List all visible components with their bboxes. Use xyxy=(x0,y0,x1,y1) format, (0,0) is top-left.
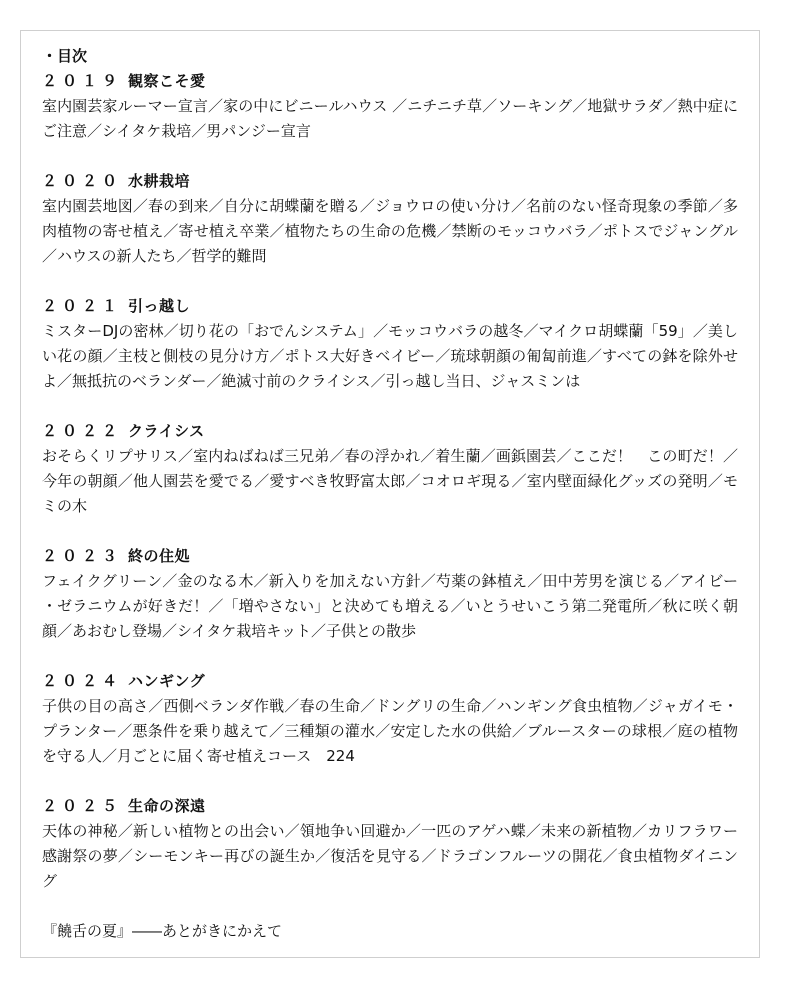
section-title: 引っ越し xyxy=(128,297,191,315)
section-2025 xyxy=(42,794,738,894)
section-entries: フェイクグリーン／金のなる木／新入りを加えない方針／芍薬の鉢植え／田中芳男を演じる／アイビー・ゼラニウムが好きだ！／「増やさない」と決めても増える／いとうせいこう第二発電所／秋に咲く朝顔／あおむし登場／シイタケ栽培キット／子供との散歩 xyxy=(42,572,738,640)
table-of-contents xyxy=(42,44,738,944)
afterword: 『饒舌の夏』――あとがきにかえて xyxy=(42,922,283,940)
spacer xyxy=(42,519,738,544)
section-year: ２０２１ xyxy=(42,297,123,315)
section-heading xyxy=(42,294,738,319)
section-year: ２０２０ xyxy=(42,172,123,190)
section-entries: 室内園芸地図／春の到来／自分に胡蝶蘭を贈る／ジョウロの使い分け／名前のない怪奇現象の季節／多肉植物の寄せ植え／寄せ植え卒業／植物たちの生命の危機／禁断のモッコウバラ／ポトスでジャングル／ハウスの新人たち／哲学的難問 xyxy=(42,197,738,265)
section-2023 xyxy=(42,544,738,644)
section-title: 生命の深遠 xyxy=(128,797,206,815)
spacer xyxy=(42,644,738,669)
section-title: 終の住処 xyxy=(128,547,191,565)
section-entries: ミスターDJの密林／切り花の「おでんシステム」／モッコウバラの越冬／マイクロ胡蝶蘭「59」／美しい花の顔／主枝と側枝の見分け方／ポトス大好きベイビー／琉球朝顔の匍匐前進／すべての鉢を除外せよ／無抵抗のベランダー／絶滅寸前のクライシス／引っ越し当日、ジャスミンは xyxy=(42,322,738,390)
section-year: ２０２４ xyxy=(42,672,123,690)
section-heading xyxy=(42,544,738,569)
spacer xyxy=(42,269,738,294)
spacer xyxy=(42,394,738,419)
section-heading xyxy=(42,419,738,444)
section-entries: 子供の目の高さ／西側ベランダ作戦／春の生命／ドングリの生命／ハンギング食虫植物／ジャガイモ・プランター／悪条件を乗り越えて／三種類の灌水／安定した水の供給／ブルースターの球根／庭の植物を守る人／月ごとに届く寄せ植えコース 224 xyxy=(42,697,738,765)
section-year: ２０２３ xyxy=(42,547,123,565)
section-title: 観察こそ愛 xyxy=(128,72,206,90)
spacer xyxy=(42,769,738,794)
section-year: ２０２５ xyxy=(42,797,123,815)
section-title: クライシス xyxy=(128,422,205,440)
section-year: ２０１９ xyxy=(42,72,123,90)
section-2021 xyxy=(42,294,738,394)
section-heading xyxy=(42,794,738,819)
section-entries: 室内園芸家ルーマー宣言／家の中にビニールハウス ／ニチニチ草／ソーキング／地獄サラダ／熱中症にご注意／シイタケ栽培／男パンジー宣言 xyxy=(42,97,738,140)
section-year: ２０２２ xyxy=(42,422,123,440)
section-2020 xyxy=(42,169,738,269)
section-2022 xyxy=(42,419,738,519)
section-title: ハンギング xyxy=(128,672,206,690)
section-entries: 天体の神秘／新しい植物との出会い／領地争い回避か／一匹のアゲハ蝶／未来の新植物／カリフラワー感謝祭の夢／シーモンキー再びの誕生か／復活を見守る／ドラゴンフルーツの開花／食虫植物ダイニング xyxy=(42,822,738,890)
section-heading xyxy=(42,169,738,194)
section-heading xyxy=(42,669,738,694)
section-2024 xyxy=(42,669,738,769)
section-title: 水耕栽培 xyxy=(128,172,191,190)
section-2019 xyxy=(42,69,738,144)
spacer xyxy=(42,894,738,919)
section-heading xyxy=(42,69,738,94)
section-entries: おそらくリプサリス／室内ねばねば三兄弟／春の浮かれ／着生蘭／画鋲園芸／ここだ！ この町だ！／今年の朝顔／他人園芸を愛でる／愛すべき牧野富太郎／コオロギ現る／室内壁面緑化グッズの発明／モミの木 xyxy=(42,447,738,515)
spacer xyxy=(42,144,738,169)
toc-title: ・目次 xyxy=(42,47,88,65)
